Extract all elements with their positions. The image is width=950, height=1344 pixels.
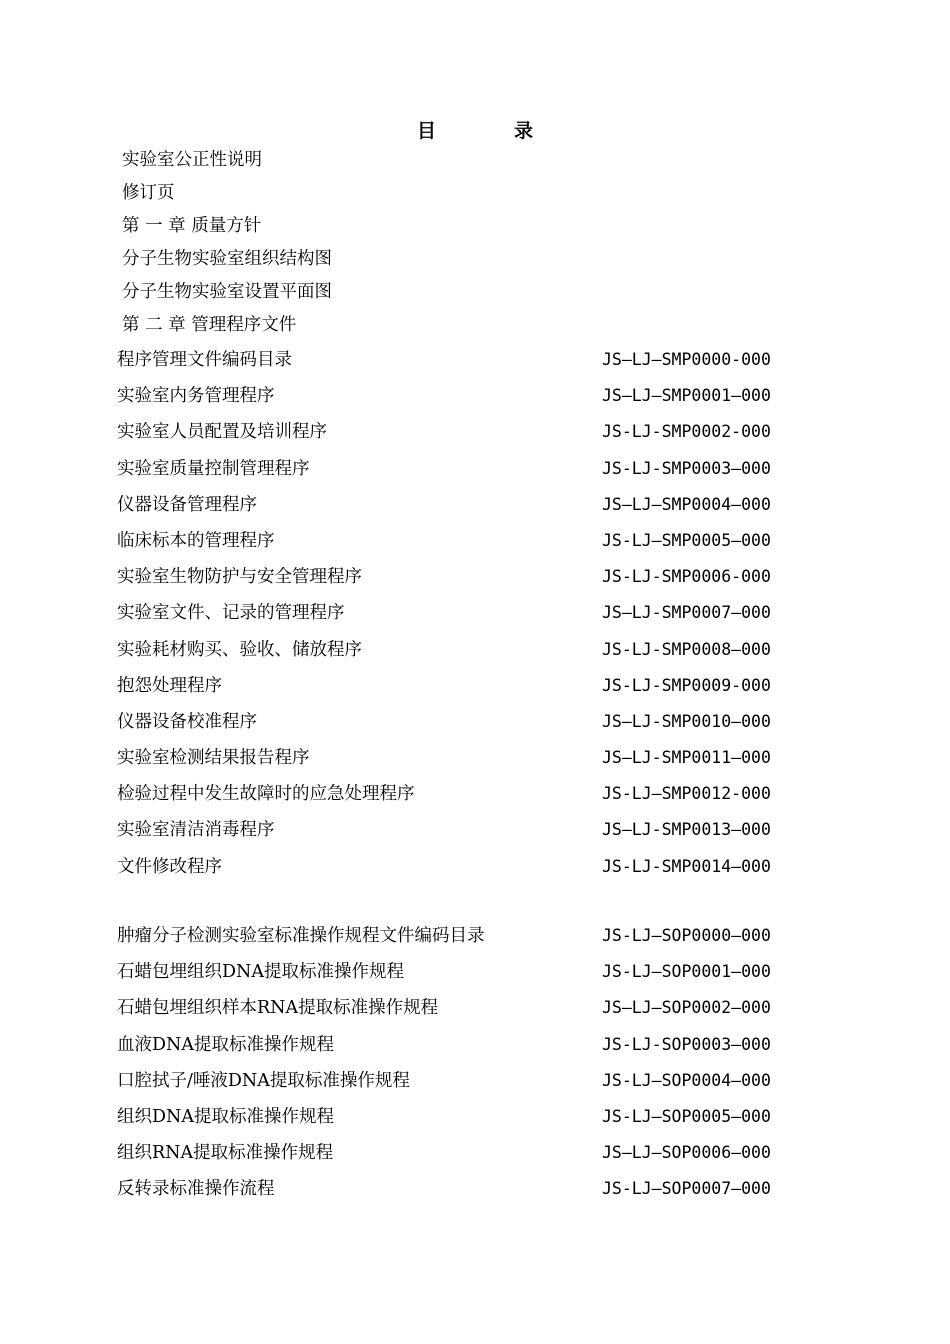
toc-entry-name: 抱怨处理程序 (117, 675, 222, 696)
toc-entry-code: JS—LJ—SOP0002—000 (602, 998, 771, 1018)
toc-row (117, 818, 837, 854)
toc-entry-name: 口腔拭子/唾液DNA提取标准操作规程 (117, 1070, 410, 1091)
toc-entry-name: 实验室人员配置及培训程序 (117, 422, 327, 443)
toc-row (117, 601, 837, 637)
toc-entry-name: 血液DNA提取标准操作规程 (117, 1034, 334, 1055)
toc-row (117, 529, 837, 565)
title-right: 录 (514, 120, 534, 142)
toc-entry-name: 实验室文件、记录的管理程序 (117, 603, 345, 624)
toc-entry-code: JS—LJ—SMP0000-000 (602, 350, 771, 369)
toc-row (117, 1033, 837, 1069)
toc-row (117, 638, 837, 674)
intro-item: 实验室公正性说明 (122, 150, 262, 170)
toc-entry-name: 实验耗材购买、验收、储放程序 (117, 639, 362, 660)
toc-entry-code: JS-LJ-SMP0003—000 (602, 458, 771, 478)
toc-entry-code: JS-LJ-SOP0003—000 (602, 1034, 771, 1054)
toc-entry-name: 仪器设备校准程序 (117, 711, 257, 732)
toc-entry-code: JS—LJ-SMP0007—000 (602, 603, 771, 623)
toc-entry-name: 组织RNA提取标准操作规程 (117, 1143, 334, 1164)
intro-item: 分子生物实验室设置平面图 (122, 282, 332, 302)
intro-item: 分子生物实验室组织结构图 (122, 249, 332, 269)
intro-item: 第 二 章 管理程序文件 (122, 315, 297, 335)
toc-row (117, 855, 837, 891)
toc-entry-name: 组织DNA提取标准操作规程 (117, 1106, 334, 1127)
toc-entry-name: 检验过程中发生故障时的应急处理程序 (117, 784, 415, 805)
toc-entry-code: JS—LJ-SMP0010—000 (602, 711, 771, 731)
toc-row (117, 746, 837, 782)
toc-row (117, 565, 837, 601)
toc-entry-name: 实验室内务管理程序 (117, 386, 275, 407)
smp-list (117, 348, 837, 891)
toc-entry-code: JS—LJ—SMP0001—000 (602, 386, 771, 406)
toc-row (117, 457, 837, 493)
toc-entry-name: 程序管理文件编码目录 (117, 350, 292, 370)
toc-entry-name: 实验室质量控制管理程序 (117, 458, 310, 479)
intro-list (122, 146, 332, 344)
toc-entry-code: JS-LJ—SMP0012-000 (602, 784, 771, 804)
toc-entry-code: JS-LJ—SOP0005—000 (602, 1106, 771, 1126)
toc-entry-name: 石蜡包埋组织DNA提取标准操作规程 (117, 962, 404, 983)
toc-row (117, 384, 837, 420)
toc-row (117, 420, 837, 456)
toc-row (117, 996, 837, 1032)
toc-entry-name: 文件修改程序 (117, 856, 222, 877)
toc-row (117, 1105, 837, 1141)
toc-entry-name: 仪器设备管理程序 (117, 494, 257, 515)
toc-entry-code: JS-LJ-SMP0008—000 (602, 639, 771, 659)
page-title (0, 116, 950, 143)
intro-item: 第 一 章 质量方针 (122, 216, 262, 236)
toc-row (117, 960, 837, 996)
toc-entry-code: JS-LJ-SMP0006-000 (602, 567, 771, 587)
sop-list (117, 924, 837, 1214)
toc-row (117, 1177, 837, 1213)
toc-row (117, 1069, 837, 1105)
toc-entry-code: JS-LJ—SOP0001—000 (602, 962, 771, 982)
toc-entry-name: 石蜡包埋组织样本RNA提取标准操作规程 (117, 998, 439, 1019)
toc-entry-code: JS-LJ-SMP0014—000 (602, 856, 771, 876)
toc-entry-code: JS-LJ-SMP0002-000 (602, 422, 771, 442)
toc-entry-name: 临床标本的管理程序 (117, 530, 275, 551)
toc-entry-code: JS-LJ—SMP0005—000 (602, 530, 771, 550)
toc-row (117, 674, 837, 710)
toc-entry-code: JS—LJ-SMP0013—000 (602, 820, 771, 840)
toc-entry-code: JS—LJ-SMP0011—000 (602, 748, 771, 768)
title-left: 目 (416, 120, 436, 142)
toc-entry-name: 肿瘤分子检测实验室标准操作规程文件编码目录 (117, 926, 485, 946)
toc-entry-code: JS-LJ—SOP0004—000 (602, 1070, 771, 1090)
intro-item: 修订页 (122, 183, 175, 203)
toc-entry-name: 实验室检测结果报告程序 (117, 748, 310, 769)
toc-entry-code: JS—LJ—SOP0006—000 (602, 1143, 771, 1163)
toc-row (117, 493, 837, 529)
toc-entry-name: 实验室清洁消毒程序 (117, 820, 275, 841)
toc-row (117, 782, 837, 818)
toc-entry-code: JS-LJ—SOP0000—000 (602, 926, 771, 945)
toc-entry-code: JS-LJ-SMP0009-000 (602, 675, 771, 695)
toc-entry-name: 实验室生物防护与安全管理程序 (117, 567, 362, 588)
toc-entry-name: 反转录标准操作流程 (117, 1179, 275, 1200)
toc-entry-code: JS-LJ—SOP0007—000 (602, 1179, 771, 1199)
toc-row (117, 348, 837, 384)
toc-entry-code: JS—LJ—SMP0004—000 (602, 494, 771, 514)
toc-row (117, 1141, 837, 1177)
toc-row (117, 710, 837, 746)
toc-row (117, 924, 837, 960)
